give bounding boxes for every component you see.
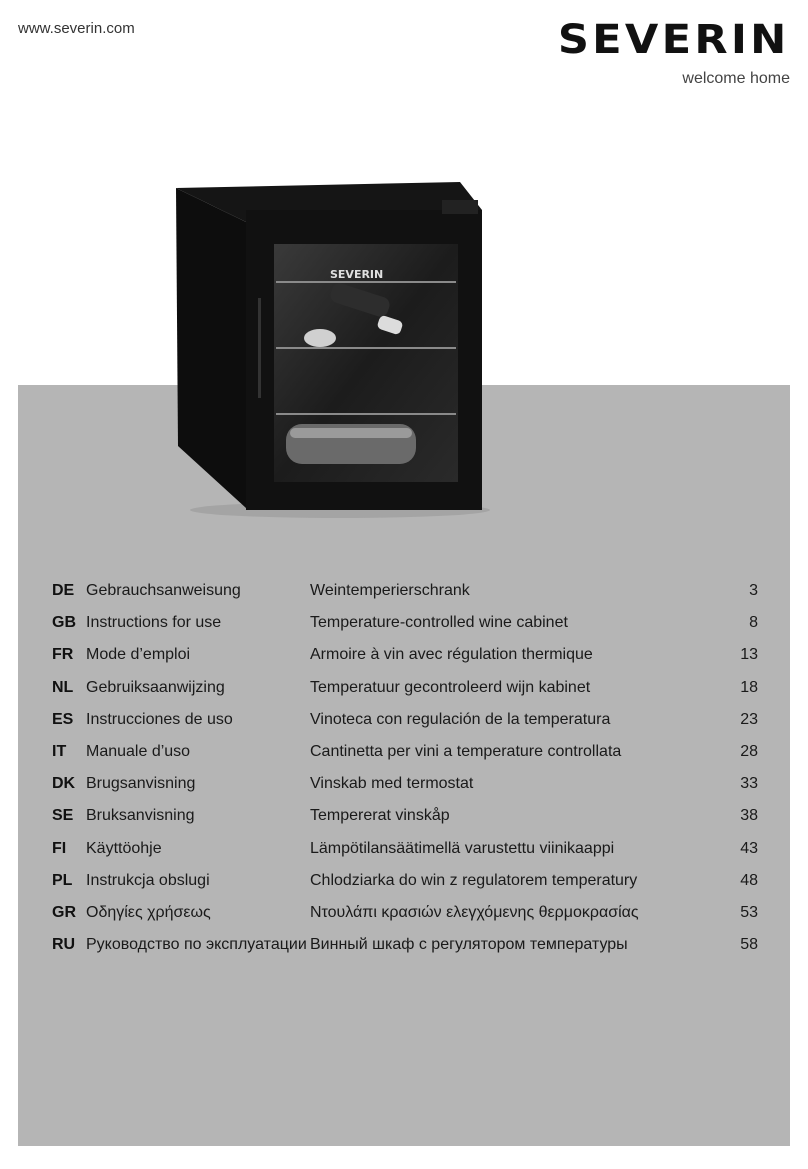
toc-title: Instrukcja obslugi — [86, 871, 210, 889]
toc-code: PL — [52, 871, 73, 889]
toc-code: RU — [52, 936, 76, 954]
toc-desc: Weintemperierschrank — [310, 582, 470, 600]
brand-logo: SEVERIN — [558, 17, 790, 63]
toc-desc: Ντουλάπι κρασιών ελεγχόμενης θερμοκρασίας — [310, 903, 639, 921]
website-url: www.severin.com — [18, 20, 135, 37]
toc-title: Gebrauchsanweisung — [86, 582, 241, 600]
brand-block — [558, 17, 790, 88]
toc-title: Bruksanvisning — [86, 807, 195, 825]
toc-title: Brugsanvisning — [86, 775, 196, 793]
toc-page: 8 — [749, 614, 758, 632]
toc-code: GR — [52, 903, 76, 921]
toc-title: Mode d’emploi — [86, 646, 191, 664]
toc-row — [52, 704, 758, 736]
toc-code: DE — [52, 582, 75, 600]
toc-row — [52, 833, 758, 865]
toc-title: Manuale d’uso — [86, 743, 191, 761]
toc-desc: Lämpötilansäätimellä varustettu viinikaappi — [310, 839, 615, 857]
toc-page: 28 — [740, 743, 758, 761]
toc-code: ES — [52, 710, 74, 728]
toc-code: FR — [52, 646, 74, 664]
toc-row — [52, 800, 758, 832]
toc-row — [52, 672, 758, 704]
toc-code: FI — [52, 839, 67, 857]
toc-desc: Cantinetta per vini a temperature controllata — [310, 743, 622, 761]
toc-code: DK — [52, 775, 76, 793]
toc-page: 38 — [740, 807, 758, 825]
toc-code: NL — [52, 678, 74, 696]
toc-title: Käyttöohje — [86, 839, 162, 857]
toc-title: Instrucciones de uso — [86, 710, 233, 728]
table-of-contents — [52, 575, 758, 961]
toc-row — [52, 929, 758, 961]
toc-code: IT — [52, 743, 67, 761]
toc-desc: Vinskab med termostat — [310, 775, 474, 793]
toc-row — [52, 736, 758, 768]
glass-brand-label: SEVERIN — [330, 268, 384, 281]
toc-title: Руководство по эксплуатации — [86, 936, 307, 954]
toc-desc: Armoire à vin avec régulation thermique — [310, 646, 593, 664]
toc-desc: Temperature-controlled wine cabinet — [310, 614, 568, 632]
toc-page: 43 — [740, 839, 758, 857]
toc-page: 23 — [740, 710, 758, 728]
toc-row — [52, 639, 758, 671]
toc-desc: Vinoteca con regulación de la temperatura — [310, 710, 611, 728]
toc-code: SE — [52, 807, 74, 825]
wine-cabinet-photo — [170, 178, 490, 518]
toc-row — [52, 897, 758, 929]
toc-title: Gebruiksaanwijzing — [86, 678, 225, 696]
toc-row — [52, 865, 758, 897]
toc-row — [52, 575, 758, 607]
toc-row — [52, 768, 758, 800]
toc-desc: Chlodziarka do win z regulatorem temperatury — [310, 871, 638, 889]
toc-page: 3 — [749, 582, 758, 600]
toc-desc: Temperatuur gecontroleerd wijn kabinet — [310, 678, 591, 696]
toc-title: Instructions for use — [86, 614, 222, 632]
toc-code: GB — [52, 614, 76, 632]
toc-page: 13 — [740, 646, 758, 664]
toc-desc: Винный шкаф с регулятором температуры — [310, 936, 628, 954]
toc-page: 18 — [740, 678, 758, 696]
toc-row — [52, 607, 758, 639]
toc-page: 33 — [740, 775, 758, 793]
toc-page: 58 — [740, 936, 758, 954]
toc-desc: Tempererat vinskåp — [310, 807, 450, 825]
toc-page: 48 — [740, 871, 758, 889]
brand-tagline: welcome home — [682, 70, 790, 87]
toc-title: Οδηγίες χρήσεως — [86, 903, 211, 921]
toc-page: 53 — [740, 903, 758, 921]
